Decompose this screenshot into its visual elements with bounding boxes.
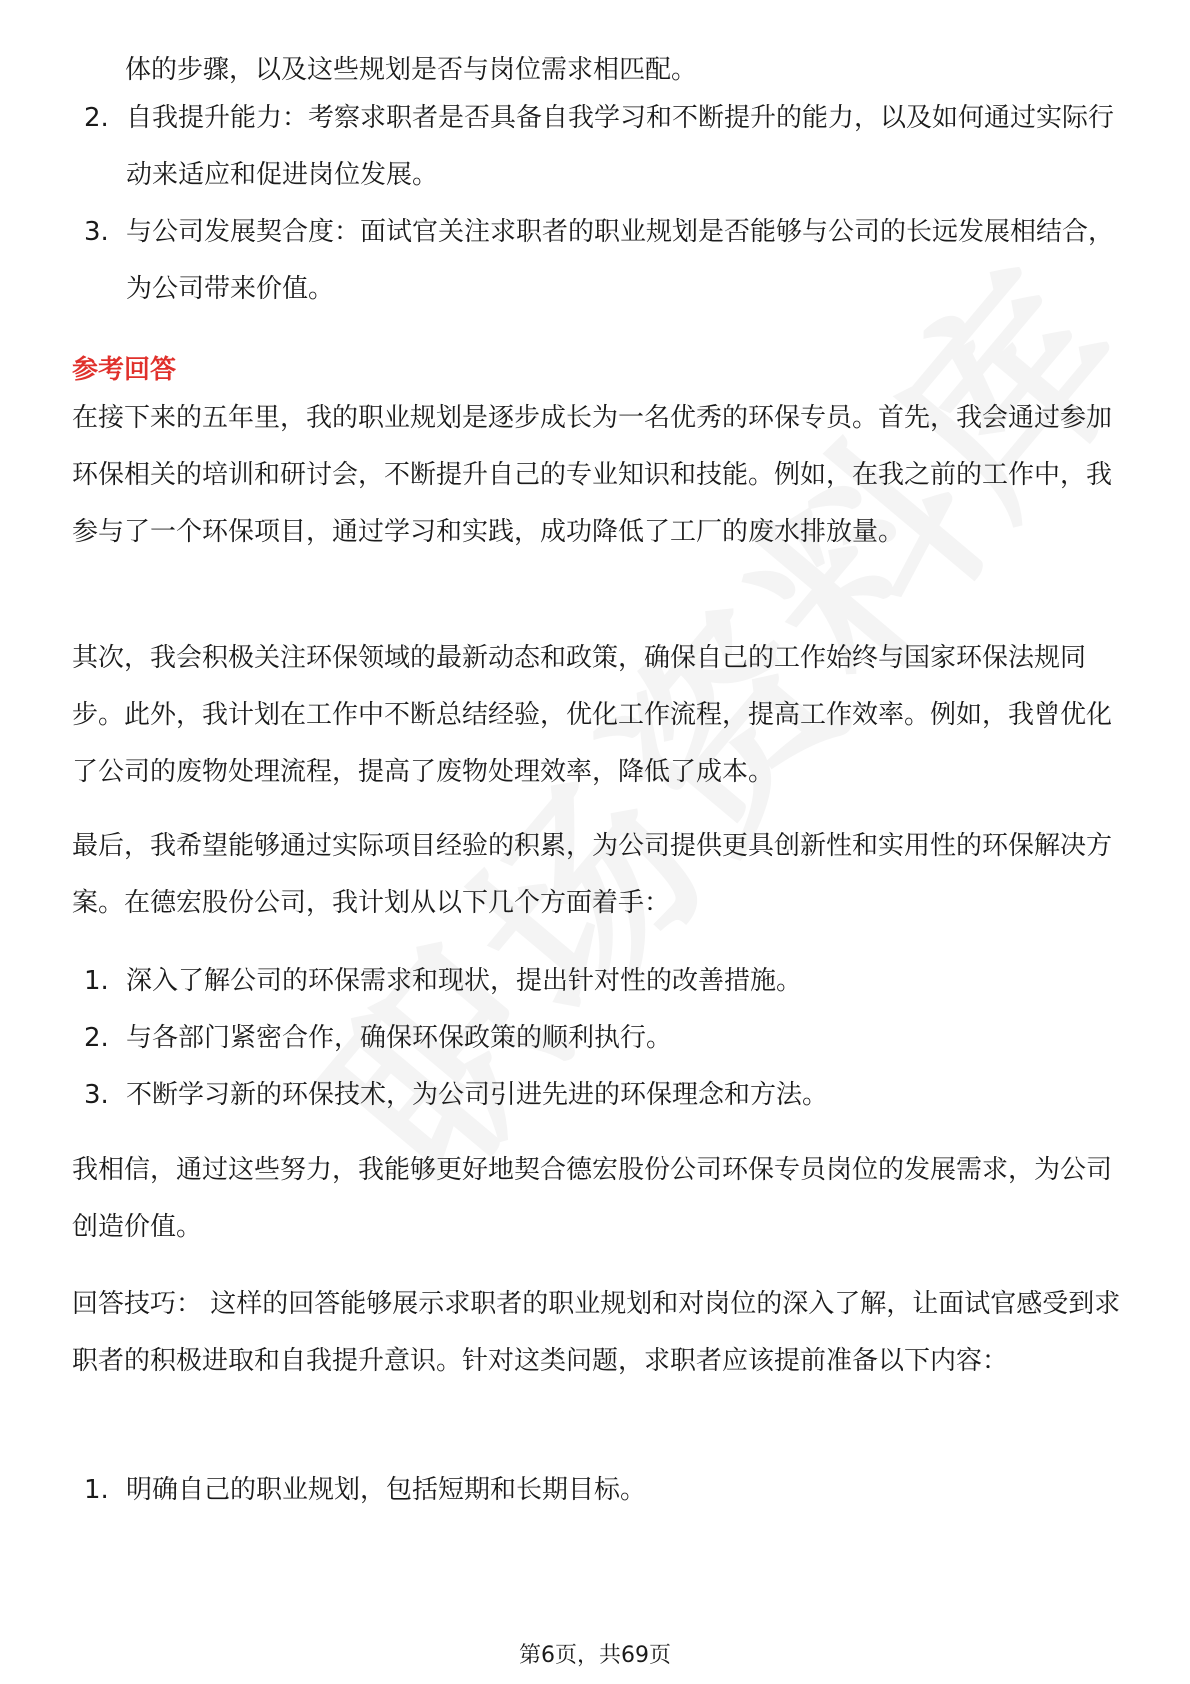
list-item-number: 2. bbox=[84, 103, 109, 133]
list-item bbox=[84, 953, 1124, 1010]
tips-list bbox=[84, 1462, 1124, 1519]
list-item-number: 1. bbox=[84, 966, 109, 996]
page-number-footer: 第6页，共69页 bbox=[519, 1643, 671, 1668]
list-item bbox=[84, 1010, 1124, 1067]
list-item bbox=[84, 1067, 1124, 1124]
list-item-text: 深入了解公司的环保需求和现状，提出针对性的改善措施。 bbox=[126, 966, 803, 996]
list-item-number: 2. bbox=[84, 1023, 109, 1053]
list-item-text: 与公司发展契合度：面试官关注求职者的职业规划是否能够与公司的长远发展相结合，为公司带来价值。 bbox=[126, 217, 1115, 304]
answer-heading: 参考回答 bbox=[72, 355, 177, 385]
closing-paragraph: 我相信，通过这些努力，我能够更好地契合德宏股份公司环保专员岗位的发展需求，为公司创造价值。 bbox=[72, 1155, 1113, 1242]
answer-paragraph-1: 在接下来的五年里，我的职业规划是逐步成长为一名优秀的环保专员。首先，我会通过参加环保相关的培训和研讨会，不断提升自己的专业知识和技能。例如，在我之前的工作中，我参与了一个环保项目，通过学习和实践，成功降低了工厂的废水排放量。 bbox=[72, 403, 1113, 547]
answer-paragraph-2: 其次，我会积极关注环保领域的最新动态和政策，确保自己的工作始终与国家环保法规同步。此外，我计划在工作中不断总结经验，优化工作流程，提高工作效率。例如，我曾优化了公司的废物处理流程，提高了废物处理效率，降低了成本。 bbox=[72, 643, 1113, 787]
list-item-text: 与各部门紧密合作，确保环保政策的顺利执行。 bbox=[126, 1023, 673, 1053]
intro-continuation: 体的步骤，以及这些规划是否与岗位需求相匹配。 bbox=[125, 55, 698, 85]
criteria-list bbox=[84, 90, 1124, 318]
list-item bbox=[84, 90, 1124, 204]
list-item-number: 1. bbox=[84, 1475, 109, 1505]
list-item-number: 3. bbox=[84, 1080, 109, 1110]
list-item bbox=[84, 204, 1124, 318]
plan-list bbox=[84, 953, 1124, 1124]
list-item bbox=[84, 1462, 1124, 1519]
list-item-text: 自我提升能力：考察求职者是否具备自我学习和不断提升的能力，以及如何通过实际行动来适应和促进岗位发展。 bbox=[126, 103, 1115, 190]
list-item-number: 3. bbox=[84, 217, 109, 247]
list-item-text: 不断学习新的环保技术，为公司引进先进的环保理念和方法。 bbox=[126, 1080, 829, 1110]
tips-paragraph: 回答技巧： 这样的回答能够展示求职者的职业规划和对岗位的深入了解，让面试官感受到求职者的积极进取和自我提升意识。针对这类问题，求职者应该提前准备以下内容： bbox=[72, 1289, 1121, 1376]
list-item-text: 明确自己的职业规划，包括短期和长期目标。 bbox=[126, 1475, 647, 1505]
answer-paragraph-3: 最后，我希望能够通过实际项目经验的积累，为公司提供更具创新性和实用性的环保解决方案。在德宏股份公司，我计划从以下几个方面着手： bbox=[72, 831, 1113, 918]
